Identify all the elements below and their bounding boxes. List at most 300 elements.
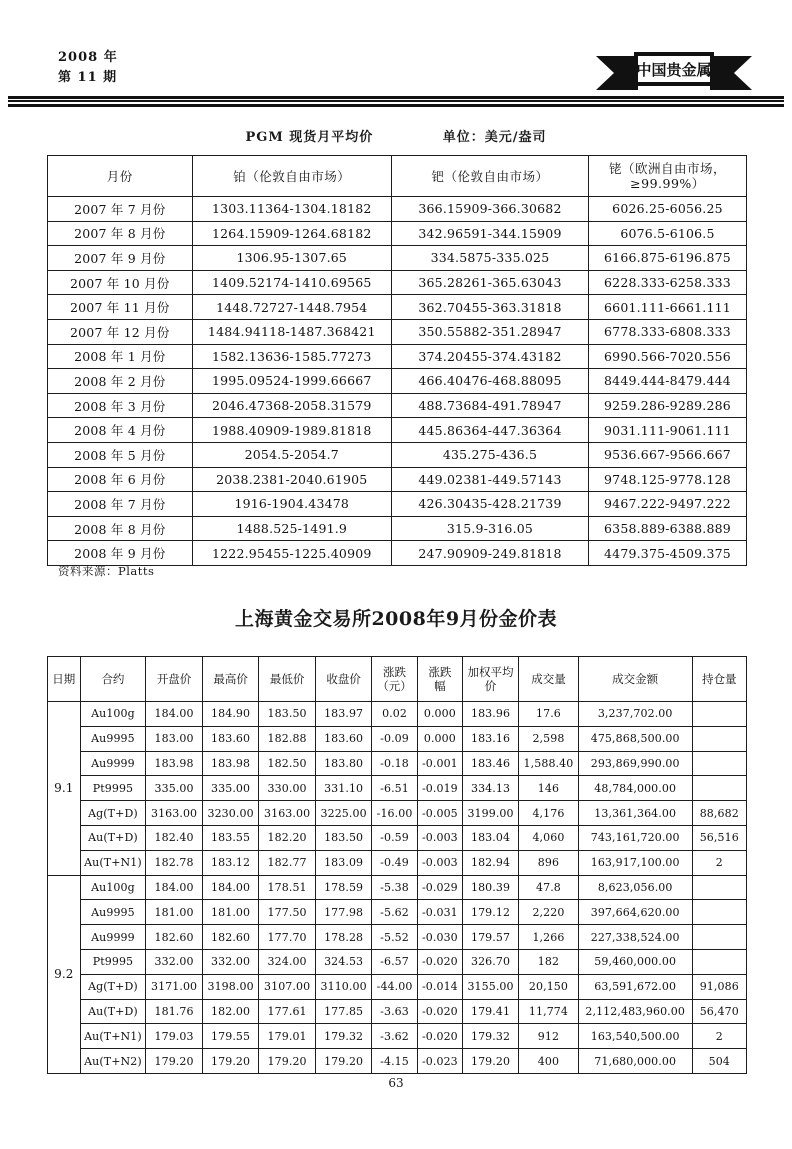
sge-cell-low: 3107.00 — [259, 974, 316, 999]
sge-cell-volume: 1,588.40 — [519, 751, 579, 776]
table-row — [48, 344, 747, 369]
sge-cell-open: 3171.00 — [146, 974, 203, 999]
sge-cell-high: 3230.00 — [202, 801, 259, 826]
pgm-cell-platinum: 1409.52174-1410.69565 — [192, 270, 391, 295]
pgm-cell-platinum: 1988.40909-1989.81818 — [192, 418, 391, 443]
sge-cell-close: 3225.00 — [315, 801, 372, 826]
sge-cell-amplitude: 0.000 — [417, 726, 462, 751]
sge-cell-change: -3.62 — [372, 1024, 417, 1049]
sge-cell-weighted-average: 179.12 — [463, 900, 519, 925]
pgm-cell-month: 2008 年 1 月份 — [48, 344, 193, 369]
sge-header-change-line1: 涨跌 — [383, 665, 407, 679]
sge-cell-contract: Au100g — [80, 702, 146, 727]
sge-cell-high: 179.20 — [202, 1049, 259, 1074]
sge-cell-close: 183.97 — [315, 702, 372, 727]
pgm-cell-rhodium: 4479.375-4509.375 — [588, 541, 746, 566]
table-row — [48, 949, 747, 974]
sge-cell-open: 184.00 — [146, 875, 203, 900]
sge-cell-volume: 896 — [519, 850, 579, 875]
sge-cell-close: 3110.00 — [315, 974, 372, 999]
sge-cell-amplitude: -0.020 — [417, 949, 462, 974]
table-header-row — [48, 657, 747, 702]
sge-cell-low: 177.70 — [259, 925, 316, 950]
sge-cell-volume: 2,598 — [519, 726, 579, 751]
sge-header-volume: 成交量 — [519, 657, 579, 702]
pgm-cell-palladium: 466.40476-468.88095 — [392, 369, 589, 394]
pgm-cell-rhodium: 6990.566-7020.556 — [588, 344, 746, 369]
sge-cell-high: 184.00 — [202, 875, 259, 900]
sge-cell-weighted-average: 180.39 — [463, 875, 519, 900]
sge-cell-amplitude: -0.003 — [417, 825, 462, 850]
issue-info — [58, 48, 118, 88]
pgm-cell-rhodium: 6358.889-6388.889 — [588, 516, 746, 541]
sge-cell-turnover: 475,868,500.00 — [578, 726, 692, 751]
sge-header-amplitude — [417, 657, 462, 702]
sge-header-amplitude-line2: 幅 — [434, 679, 446, 693]
sge-cell-contract: Pt9995 — [80, 949, 146, 974]
pgm-cell-platinum: 2046.47368-2058.31579 — [192, 393, 391, 418]
sge-cell-weighted-average: 179.32 — [463, 1024, 519, 1049]
pgm-caption — [0, 126, 792, 145]
sge-cell-amplitude: -0.001 — [417, 751, 462, 776]
table-row — [48, 900, 747, 925]
table-row — [48, 850, 747, 875]
sge-cell-weighted-average: 326.70 — [463, 949, 519, 974]
pgm-cell-rhodium: 6228.333-6258.333 — [588, 270, 746, 295]
table-row — [48, 221, 747, 246]
sge-cell-contract: Au9999 — [80, 925, 146, 950]
sge-cell-close: 183.60 — [315, 726, 372, 751]
sge-cell-change: -5.62 — [372, 900, 417, 925]
table-row — [48, 801, 747, 826]
table-row — [48, 270, 747, 295]
sge-cell-contract: Au9995 — [80, 900, 146, 925]
sge-cell-close: 183.80 — [315, 751, 372, 776]
sge-cell-low: 177.50 — [259, 900, 316, 925]
sge-cell-turnover: 3,237,702.00 — [578, 702, 692, 727]
sge-cell-change: -5.38 — [372, 875, 417, 900]
table-row — [48, 1049, 747, 1074]
pgm-cell-month: 2007 年 12 月份 — [48, 319, 193, 344]
sge-cell-weighted-average: 179.20 — [463, 1049, 519, 1074]
pgm-cell-platinum: 1995.09524-1999.66667 — [192, 369, 391, 394]
table-row — [48, 726, 747, 751]
sge-header-open: 开盘价 — [146, 657, 203, 702]
sge-cell-turnover: 13,361,364.00 — [578, 801, 692, 826]
pgm-cell-palladium: 488.73684-491.78947 — [392, 393, 589, 418]
sge-cell-amplitude: -0.023 — [417, 1049, 462, 1074]
pgm-cell-rhodium: 6166.875-6196.875 — [588, 246, 746, 271]
sge-cell-low: 177.61 — [259, 999, 316, 1024]
pgm-price-table — [47, 155, 747, 566]
pgm-cell-month: 2007 年 10 月份 — [48, 270, 193, 295]
sge-header-low: 最低价 — [259, 657, 316, 702]
sge-cell-open: 179.03 — [146, 1024, 203, 1049]
sge-cell-contract: Au9999 — [80, 751, 146, 776]
sge-cell-close: 324.53 — [315, 949, 372, 974]
sge-cell-contract: Au100g — [80, 875, 146, 900]
sge-table-body — [48, 702, 747, 1074]
sge-cell-open: 182.60 — [146, 925, 203, 950]
pgm-cell-palladium: 374.20455-374.43182 — [392, 344, 589, 369]
table-row — [48, 246, 747, 271]
pgm-source-note: 资料来源：Platts — [58, 564, 155, 578]
sge-cell-amplitude: -0.031 — [417, 900, 462, 925]
sge-cell-volume: 17.6 — [519, 702, 579, 727]
pgm-caption-title: PGM 现货月平均价 — [245, 130, 374, 145]
sge-cell-open: 183.00 — [146, 726, 203, 751]
table-row — [48, 541, 747, 566]
table-row — [48, 442, 747, 467]
pgm-cell-month: 2008 年 9 月份 — [48, 541, 193, 566]
sge-cell-amplitude: -0.019 — [417, 776, 462, 801]
pgm-cell-month: 2008 年 7 月份 — [48, 492, 193, 517]
sge-cell-volume: 182 — [519, 949, 579, 974]
sge-cell-change: -16.00 — [372, 801, 417, 826]
sge-cell-change: -0.49 — [372, 850, 417, 875]
table-row — [48, 516, 747, 541]
sge-cell-change: -5.52 — [372, 925, 417, 950]
pgm-cell-month: 2008 年 6 月份 — [48, 467, 193, 492]
sge-header-change — [372, 657, 417, 702]
sge-header-change-line2: （元） — [377, 679, 412, 693]
sge-cell-date: 9.2 — [48, 875, 81, 1073]
sge-cell-contract: Au9995 — [80, 726, 146, 751]
pgm-cell-rhodium: 6076.5-6106.5 — [588, 221, 746, 246]
sge-cell-volume: 1,266 — [519, 925, 579, 950]
sge-cell-volume: 146 — [519, 776, 579, 801]
sge-cell-low: 182.20 — [259, 825, 316, 850]
sge-cell-high: 179.55 — [202, 1024, 259, 1049]
pgm-cell-rhodium: 9748.125-9778.128 — [588, 467, 746, 492]
sge-cell-turnover: 8,623,056.00 — [578, 875, 692, 900]
pgm-cell-platinum: 2038.2381-2040.61905 — [192, 467, 391, 492]
sge-cell-high: 3198.00 — [202, 974, 259, 999]
pgm-cell-palladium: 365.28261-365.63043 — [392, 270, 589, 295]
pgm-cell-month: 2007 年 9 月份 — [48, 246, 193, 271]
sge-cell-volume: 4,176 — [519, 801, 579, 826]
sge-cell-volume: 2,220 — [519, 900, 579, 925]
sge-cell-turnover: 227,338,524.00 — [578, 925, 692, 950]
sge-cell-close: 177.85 — [315, 999, 372, 1024]
pgm-cell-palladium: 362.70455-363.31818 — [392, 295, 589, 320]
sge-cell-weighted-average: 179.41 — [463, 999, 519, 1024]
sge-cell-change: 0.02 — [372, 702, 417, 727]
sge-cell-low: 179.01 — [259, 1024, 316, 1049]
sge-cell-open-interest: 504 — [692, 1049, 747, 1074]
sge-cell-change: -0.18 — [372, 751, 417, 776]
sge-cell-volume: 400 — [519, 1049, 579, 1074]
pgm-header-month: 月份 — [48, 156, 193, 197]
sge-cell-high: 183.98 — [202, 751, 259, 776]
pgm-cell-month: 2008 年 4 月份 — [48, 418, 193, 443]
sge-header-weighted-average — [463, 657, 519, 702]
sge-cell-volume: 4,060 — [519, 825, 579, 850]
sge-cell-open: 181.76 — [146, 999, 203, 1024]
sge-header-high: 最高价 — [202, 657, 259, 702]
pgm-cell-month: 2007 年 11 月份 — [48, 295, 193, 320]
table-header-row — [48, 156, 747, 197]
sge-cell-contract: Pt9995 — [80, 776, 146, 801]
sge-cell-open: 179.20 — [146, 1049, 203, 1074]
pgm-header-rhodium: 铑（欧洲自由市场，≥99.99%） — [588, 156, 746, 197]
sge-cell-close: 331.10 — [315, 776, 372, 801]
pgm-cell-month: 2008 年 2 月份 — [48, 369, 193, 394]
pgm-cell-platinum: 1222.95455-1225.40909 — [192, 541, 391, 566]
pgm-cell-rhodium: 9536.667-9566.667 — [588, 442, 746, 467]
sge-table-title: 上海黄金交易所2008年9月份金价表 — [234, 608, 558, 630]
pgm-cell-platinum: 1582.13636-1585.77273 — [192, 344, 391, 369]
sge-cell-close: 179.20 — [315, 1049, 372, 1074]
sge-cell-high: 184.90 — [202, 702, 259, 727]
sge-cell-open-interest: 2 — [692, 850, 747, 875]
sge-cell-amplitude: -0.003 — [417, 850, 462, 875]
sge-cell-open: 181.00 — [146, 900, 203, 925]
pgm-cell-rhodium: 6601.111-6661.111 — [588, 295, 746, 320]
table-row — [48, 393, 747, 418]
pgm-cell-month: 2008 年 8 月份 — [48, 516, 193, 541]
pgm-cell-palladium: 350.55882-351.28947 — [392, 319, 589, 344]
sge-cell-low: 179.20 — [259, 1049, 316, 1074]
table-row — [48, 319, 747, 344]
sge-cell-open-interest — [692, 751, 747, 776]
sge-cell-close: 183.50 — [315, 825, 372, 850]
sge-cell-turnover: 163,540,500.00 — [578, 1024, 692, 1049]
sge-cell-weighted-average: 182.94 — [463, 850, 519, 875]
sge-cell-weighted-average: 183.46 — [463, 751, 519, 776]
table-row — [48, 751, 747, 776]
sge-cell-open-interest: 88,682 — [692, 801, 747, 826]
sge-cell-close: 178.59 — [315, 875, 372, 900]
pgm-cell-rhodium: 6026.25-6056.25 — [588, 197, 746, 222]
sge-cell-open-interest — [692, 776, 747, 801]
sge-cell-change: -6.51 — [372, 776, 417, 801]
sge-cell-volume: 47.8 — [519, 875, 579, 900]
pgm-cell-palladium: 342.96591-344.15909 — [392, 221, 589, 246]
sge-cell-turnover: 2,112,483,960.00 — [578, 999, 692, 1024]
pgm-cell-platinum: 1484.94118-1487.368421 — [192, 319, 391, 344]
sge-header-contract: 合约 — [80, 657, 146, 702]
pgm-cell-platinum: 1264.15909-1264.68182 — [192, 221, 391, 246]
table-row — [48, 197, 747, 222]
pgm-cell-rhodium: 8449.444-8479.444 — [588, 369, 746, 394]
sge-header-date: 日期 — [48, 657, 81, 702]
sge-header-amplitude-line1: 涨跌 — [428, 665, 452, 679]
sge-cell-volume: 912 — [519, 1024, 579, 1049]
sge-cell-change: -4.15 — [372, 1049, 417, 1074]
sge-cell-close: 178.28 — [315, 925, 372, 950]
pgm-cell-palladium: 315.9-316.05 — [392, 516, 589, 541]
pgm-cell-month: 2007 年 7 月份 — [48, 197, 193, 222]
sge-cell-open-interest — [692, 949, 747, 974]
pgm-cell-rhodium: 6778.333-6808.333 — [588, 319, 746, 344]
pgm-cell-platinum: 1303.11364-1304.18182 — [192, 197, 391, 222]
pgm-cell-platinum: 1488.525-1491.9 — [192, 516, 391, 541]
table-row — [48, 467, 747, 492]
banner-text: 中国贵金属 — [636, 61, 712, 79]
sge-header-open-interest: 持仓量 — [692, 657, 747, 702]
sge-cell-open-interest — [692, 875, 747, 900]
pgm-cell-platinum: 1916-1904.43478 — [192, 492, 391, 517]
sge-cell-turnover: 71,680,000.00 — [578, 1049, 692, 1074]
sge-cell-high: 181.00 — [202, 900, 259, 925]
sge-gold-price-table — [47, 656, 747, 1074]
sge-cell-amplitude: -0.005 — [417, 801, 462, 826]
table-row — [48, 999, 747, 1024]
sge-cell-high: 335.00 — [202, 776, 259, 801]
table-row — [48, 875, 747, 900]
masthead — [0, 0, 792, 105]
sge-cell-weighted-average: 183.16 — [463, 726, 519, 751]
sge-cell-turnover: 163,917,100.00 — [578, 850, 692, 875]
table-row — [48, 825, 747, 850]
sge-cell-change: -0.09 — [372, 726, 417, 751]
issue-year: 2008 年 — [58, 50, 118, 65]
pgm-unit-note: 单位：美元/盎司 — [442, 130, 547, 145]
sge-cell-amplitude: -0.014 — [417, 974, 462, 999]
sge-cell-contract: Au(T+N1) — [80, 1024, 146, 1049]
sge-cell-volume: 20,150 — [519, 974, 579, 999]
sge-cell-weighted-average: 183.96 — [463, 702, 519, 727]
pgm-cell-platinum: 2054.5-2054.7 — [192, 442, 391, 467]
sge-cell-change: -6.57 — [372, 949, 417, 974]
sge-cell-low: 324.00 — [259, 949, 316, 974]
sge-cell-amplitude: -0.029 — [417, 875, 462, 900]
sge-cell-turnover: 48,784,000.00 — [578, 776, 692, 801]
sge-cell-low: 178.51 — [259, 875, 316, 900]
table-row — [48, 925, 747, 950]
sge-cell-weighted-average: 183.04 — [463, 825, 519, 850]
sge-cell-open: 182.78 — [146, 850, 203, 875]
pgm-cell-palladium: 445.86364-447.36364 — [392, 418, 589, 443]
pgm-cell-palladium: 366.15909-366.30682 — [392, 197, 589, 222]
table-row — [48, 702, 747, 727]
sge-cell-low: 3163.00 — [259, 801, 316, 826]
sge-cell-contract: Au(T+N1) — [80, 850, 146, 875]
sge-cell-contract: Ag(T+D) — [80, 801, 146, 826]
pgm-cell-rhodium: 9031.111-9061.111 — [588, 418, 746, 443]
sge-cell-high: 182.00 — [202, 999, 259, 1024]
pgm-cell-palladium: 449.02381-449.57143 — [392, 467, 589, 492]
table-row — [48, 776, 747, 801]
sge-cell-open: 182.40 — [146, 825, 203, 850]
sge-cell-turnover: 743,161,720.00 — [578, 825, 692, 850]
sge-cell-open-interest: 56,470 — [692, 999, 747, 1024]
sge-cell-change: -0.59 — [372, 825, 417, 850]
table-row — [48, 418, 747, 443]
sge-cell-open: 183.98 — [146, 751, 203, 776]
table-row — [48, 369, 747, 394]
sge-cell-low: 182.77 — [259, 850, 316, 875]
sge-cell-change: -44.00 — [372, 974, 417, 999]
sge-cell-high: 182.60 — [202, 925, 259, 950]
sge-cell-open: 3163.00 — [146, 801, 203, 826]
pgm-cell-platinum: 1448.72727-1448.7954 — [192, 295, 391, 320]
sge-header-wavg-line2: 价 — [484, 679, 497, 693]
sge-cell-amplitude: -0.030 — [417, 925, 462, 950]
sge-cell-close: 177.98 — [315, 900, 372, 925]
ribbon-icon — [594, 50, 754, 96]
sge-header-close: 收盘价 — [315, 657, 372, 702]
pgm-cell-rhodium: 9259.286-9289.286 — [588, 393, 746, 418]
sge-cell-contract: Au(T+D) — [80, 825, 146, 850]
sge-cell-low: 182.88 — [259, 726, 316, 751]
sge-cell-open: 184.00 — [146, 702, 203, 727]
sge-cell-amplitude: 0.000 — [417, 702, 462, 727]
sge-cell-low: 182.50 — [259, 751, 316, 776]
sge-header-turnover: 成交金额 — [578, 657, 692, 702]
pgm-cell-platinum: 1306.95-1307.65 — [192, 246, 391, 271]
sge-cell-high: 183.12 — [202, 850, 259, 875]
sge-cell-close: 179.32 — [315, 1024, 372, 1049]
sge-cell-change: -3.63 — [372, 999, 417, 1024]
pgm-cell-month: 2008 年 5 月份 — [48, 442, 193, 467]
sge-cell-amplitude: -0.020 — [417, 1024, 462, 1049]
sge-cell-amplitude: -0.020 — [417, 999, 462, 1024]
pgm-cell-palladium: 334.5875-335.025 — [392, 246, 589, 271]
sge-cell-turnover: 63,591,672.00 — [578, 974, 692, 999]
pgm-table-body — [48, 197, 747, 566]
pgm-table-container — [47, 155, 747, 566]
sge-cell-weighted-average: 334.13 — [463, 776, 519, 801]
sge-cell-weighted-average: 179.57 — [463, 925, 519, 950]
sge-cell-open-interest: 91,086 — [692, 974, 747, 999]
sge-cell-open-interest: 56,516 — [692, 825, 747, 850]
sge-cell-open: 332.00 — [146, 949, 203, 974]
sge-cell-turnover: 397,664,620.00 — [578, 900, 692, 925]
sge-cell-high: 332.00 — [202, 949, 259, 974]
journal-banner-logo — [594, 50, 754, 96]
sge-cell-open-interest — [692, 925, 747, 950]
pgm-cell-rhodium: 9467.222-9497.222 — [588, 492, 746, 517]
sge-cell-open-interest: 2 — [692, 1024, 747, 1049]
page-number: 63 — [388, 1076, 404, 1090]
sge-cell-open-interest — [692, 900, 747, 925]
issue-number: 第 11 期 — [58, 70, 118, 85]
sge-cell-contract: Ag(T+D) — [80, 974, 146, 999]
table-row — [48, 492, 747, 517]
sge-cell-low: 183.50 — [259, 702, 316, 727]
table-row — [48, 974, 747, 999]
sge-cell-contract: Au(T+D) — [80, 999, 146, 1024]
table-row — [48, 295, 747, 320]
sge-cell-open-interest — [692, 702, 747, 727]
sge-header-wavg-line1: 加权平均 — [467, 665, 514, 679]
sge-cell-weighted-average: 3155.00 — [463, 974, 519, 999]
sge-cell-low: 330.00 — [259, 776, 316, 801]
pgm-header-palladium: 钯（伦敦自由市场） — [392, 156, 589, 197]
pgm-cell-month: 2007 年 8 月份 — [48, 221, 193, 246]
header-rule — [8, 96, 784, 107]
pgm-cell-month: 2008 年 3 月份 — [48, 393, 193, 418]
pgm-header-platinum: 铂（伦敦自由市场） — [192, 156, 391, 197]
sge-cell-turnover: 59,460,000.00 — [578, 949, 692, 974]
sge-cell-date: 9.1 — [48, 702, 81, 876]
pgm-cell-palladium: 426.30435-428.21739 — [392, 492, 589, 517]
pgm-cell-palladium: 435.275-436.5 — [392, 442, 589, 467]
sge-cell-weighted-average: 3199.00 — [463, 801, 519, 826]
sge-cell-turnover: 293,869,990.00 — [578, 751, 692, 776]
sge-cell-volume: 11,774 — [519, 999, 579, 1024]
sge-cell-open-interest — [692, 726, 747, 751]
sge-cell-high: 183.55 — [202, 825, 259, 850]
sge-cell-contract: Au(T+N2) — [80, 1049, 146, 1074]
table-row — [48, 1024, 747, 1049]
sge-cell-open: 335.00 — [146, 776, 203, 801]
pgm-cell-palladium: 247.90909-249.81818 — [392, 541, 589, 566]
sge-cell-close: 183.09 — [315, 850, 372, 875]
sge-cell-high: 183.60 — [202, 726, 259, 751]
